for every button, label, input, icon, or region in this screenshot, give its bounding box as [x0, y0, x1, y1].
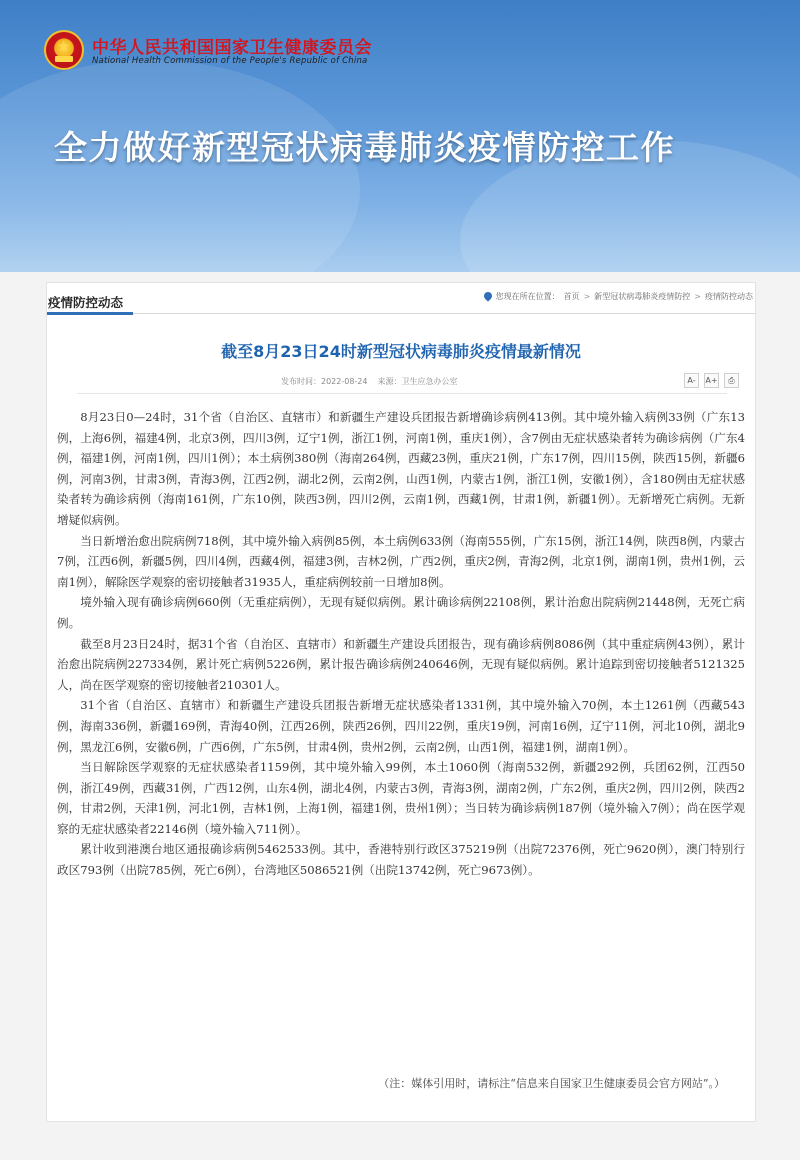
location-pin-icon: [484, 292, 492, 302]
article-meta: [281, 376, 458, 387]
emblem-base: [55, 56, 73, 62]
article-body: [57, 407, 745, 881]
section-title: 疫情防控动态: [48, 295, 124, 310]
banner-slogan: 全力做好新型冠状病毒肺炎疫情防控工作: [54, 128, 675, 167]
article-paragraph: 当日新增治愈出院病例718例，其中境外输入病例85例，本土病例633例（海南555例，广东15例，浙江14例，陕西8例，内蒙古7例，江西6例，新疆5例，四川4例，西藏4例，福建3例，吉林2例，广西2例，重庆2例，青海2例，北京1例，湖南1例，贵州1例，云南1例），解除医学观察的密切接触者31935人，重症病例较前一日增加8例。: [57, 533, 745, 589]
article-paragraph: 累计收到港澳台地区通报确诊病例5462533例。其中，香港特别行政区375219例（出院72376例，死亡9620例），澳门特别行政区793例（出院785例，死亡6例），台湾地区5086521例（出院13742例，死亡9673例）。: [57, 842, 745, 878]
article-paragraph: 境外输入现有确诊病例660例（无重症病例），无现有疑似病例。累计确诊病例22108例，累计治愈出院病例21448例，无死亡病例。: [57, 595, 745, 630]
font-smaller-button[interactable]: A-: [684, 373, 699, 388]
section-title-underline: [47, 312, 133, 315]
font-larger-button[interactable]: A+: [704, 373, 719, 388]
breadcrumb-item-covid[interactable]: 新型冠状病毒肺炎疫情防控: [594, 292, 691, 301]
article-tools: [684, 373, 739, 388]
star-icon: ★: [57, 37, 71, 55]
org-name-en: National Health Commission of the People's Republic of China: [92, 56, 368, 66]
article-source: 来源：卫生应急办公室: [377, 377, 458, 386]
breadcrumb-prefix: 您现在所在位置：: [495, 292, 560, 301]
article-paragraph: 8月23日0—24时，31个省（自治区、直辖市）和新疆生产建设兵团报告新增确诊病例413例。其中境外输入病例33例（广东13例，上海6例，福建4例，北京3例，四川3例，辽宁1例，浙江1例，河南1例，重庆1例），含7例由无症状感染者转为确诊病例（广东4例，福建1例，河南1例，四川1例）；本土病例380例（海南264例，西藏23例，重庆21例，广东17例，四川15例，陕西15例，新疆6例，河南3例，甘肃3例，青海3例，江西2例，湖北2例，云南2例，山西1例，内蒙古1例，浙江1例，安徽1例），含180例由无症状感染者转为确诊病例（海南161例，广东10例，陕西3例，四川2例，云南1例，西藏1例，甘肃1例，新疆1例）。无新增死亡病例。无新增疑似病例。: [57, 410, 745, 527]
breadcrumb-separator: >: [694, 292, 701, 301]
org-name-cn[interactable]: 中华人民共和国国家卫生健康委员会: [92, 38, 372, 58]
breadcrumb-item-home[interactable]: 首页: [563, 292, 580, 301]
article-paragraph: 截至8月23日24时，据31个省（自治区、直辖市）和新疆生产建设兵团报告，现有确诊病例8086例（其中重症病例43例），累计治愈出院病例227334例，累计死亡病例5226例，累计报告确诊病例240646例，无现有疑似病例。累计追踪到密切接触者5121325人，尚在医学观察的密切接触者210301人。: [57, 636, 745, 692]
meta-divider: [77, 393, 727, 394]
breadcrumb-separator: >: [583, 292, 591, 301]
header-banner: [0, 0, 800, 272]
media-citation-note: （注：媒体引用时，请标注“信息来自国家卫生健康委员会官方网站”。）: [378, 1077, 725, 1090]
article-paragraph: 31个省（自治区、直辖市）和新疆生产建设兵团报告新增无症状感染者1331例，其中境外输入70例，本土1261例（西藏543例，海南336例，新疆169例，青海40例，江西26例，陕西26例，四川22例，重庆19例，河南16例，辽宁11例，河北10例，湖北9例，黑龙江6例，安徽6例，广西6例，广东5例，甘肃4例，贵州2例，云南2例，山西1例，福建1例，湖南1例）。: [57, 698, 745, 754]
breadcrumb-item-current[interactable]: 疫情防控动态: [705, 292, 753, 301]
section-divider: [47, 313, 755, 314]
national-emblem-logo: [44, 30, 84, 70]
content-panel: [46, 282, 756, 1122]
breadcrumb: [484, 291, 753, 302]
publish-date: 发布时间：2022-08-24: [281, 377, 368, 386]
article-title: 截至8月23日24时新型冠状病毒肺炎疫情最新情况: [221, 342, 581, 361]
article-paragraph: 当日解除医学观察的无症状感染者1159例，其中境外输入99例，本土1060例（海南532例，新疆292例，兵团62例，江西50例，浙江49例，西藏31例，广西12例，山东4例，湖北4例，内蒙古3例，青海3例，湖南2例，广东2例，重庆2例，四川2例，陕西2例，甘肃2例，天津1例，河北1例，吉林1例，上海1例，福建1例，贵州1例）；当日转为确诊病例187例（境外输入7例）；尚在医学观察的无症状感染者22146例（境外输入711例）。: [57, 760, 745, 836]
print-icon[interactable]: ⎙: [724, 373, 739, 388]
